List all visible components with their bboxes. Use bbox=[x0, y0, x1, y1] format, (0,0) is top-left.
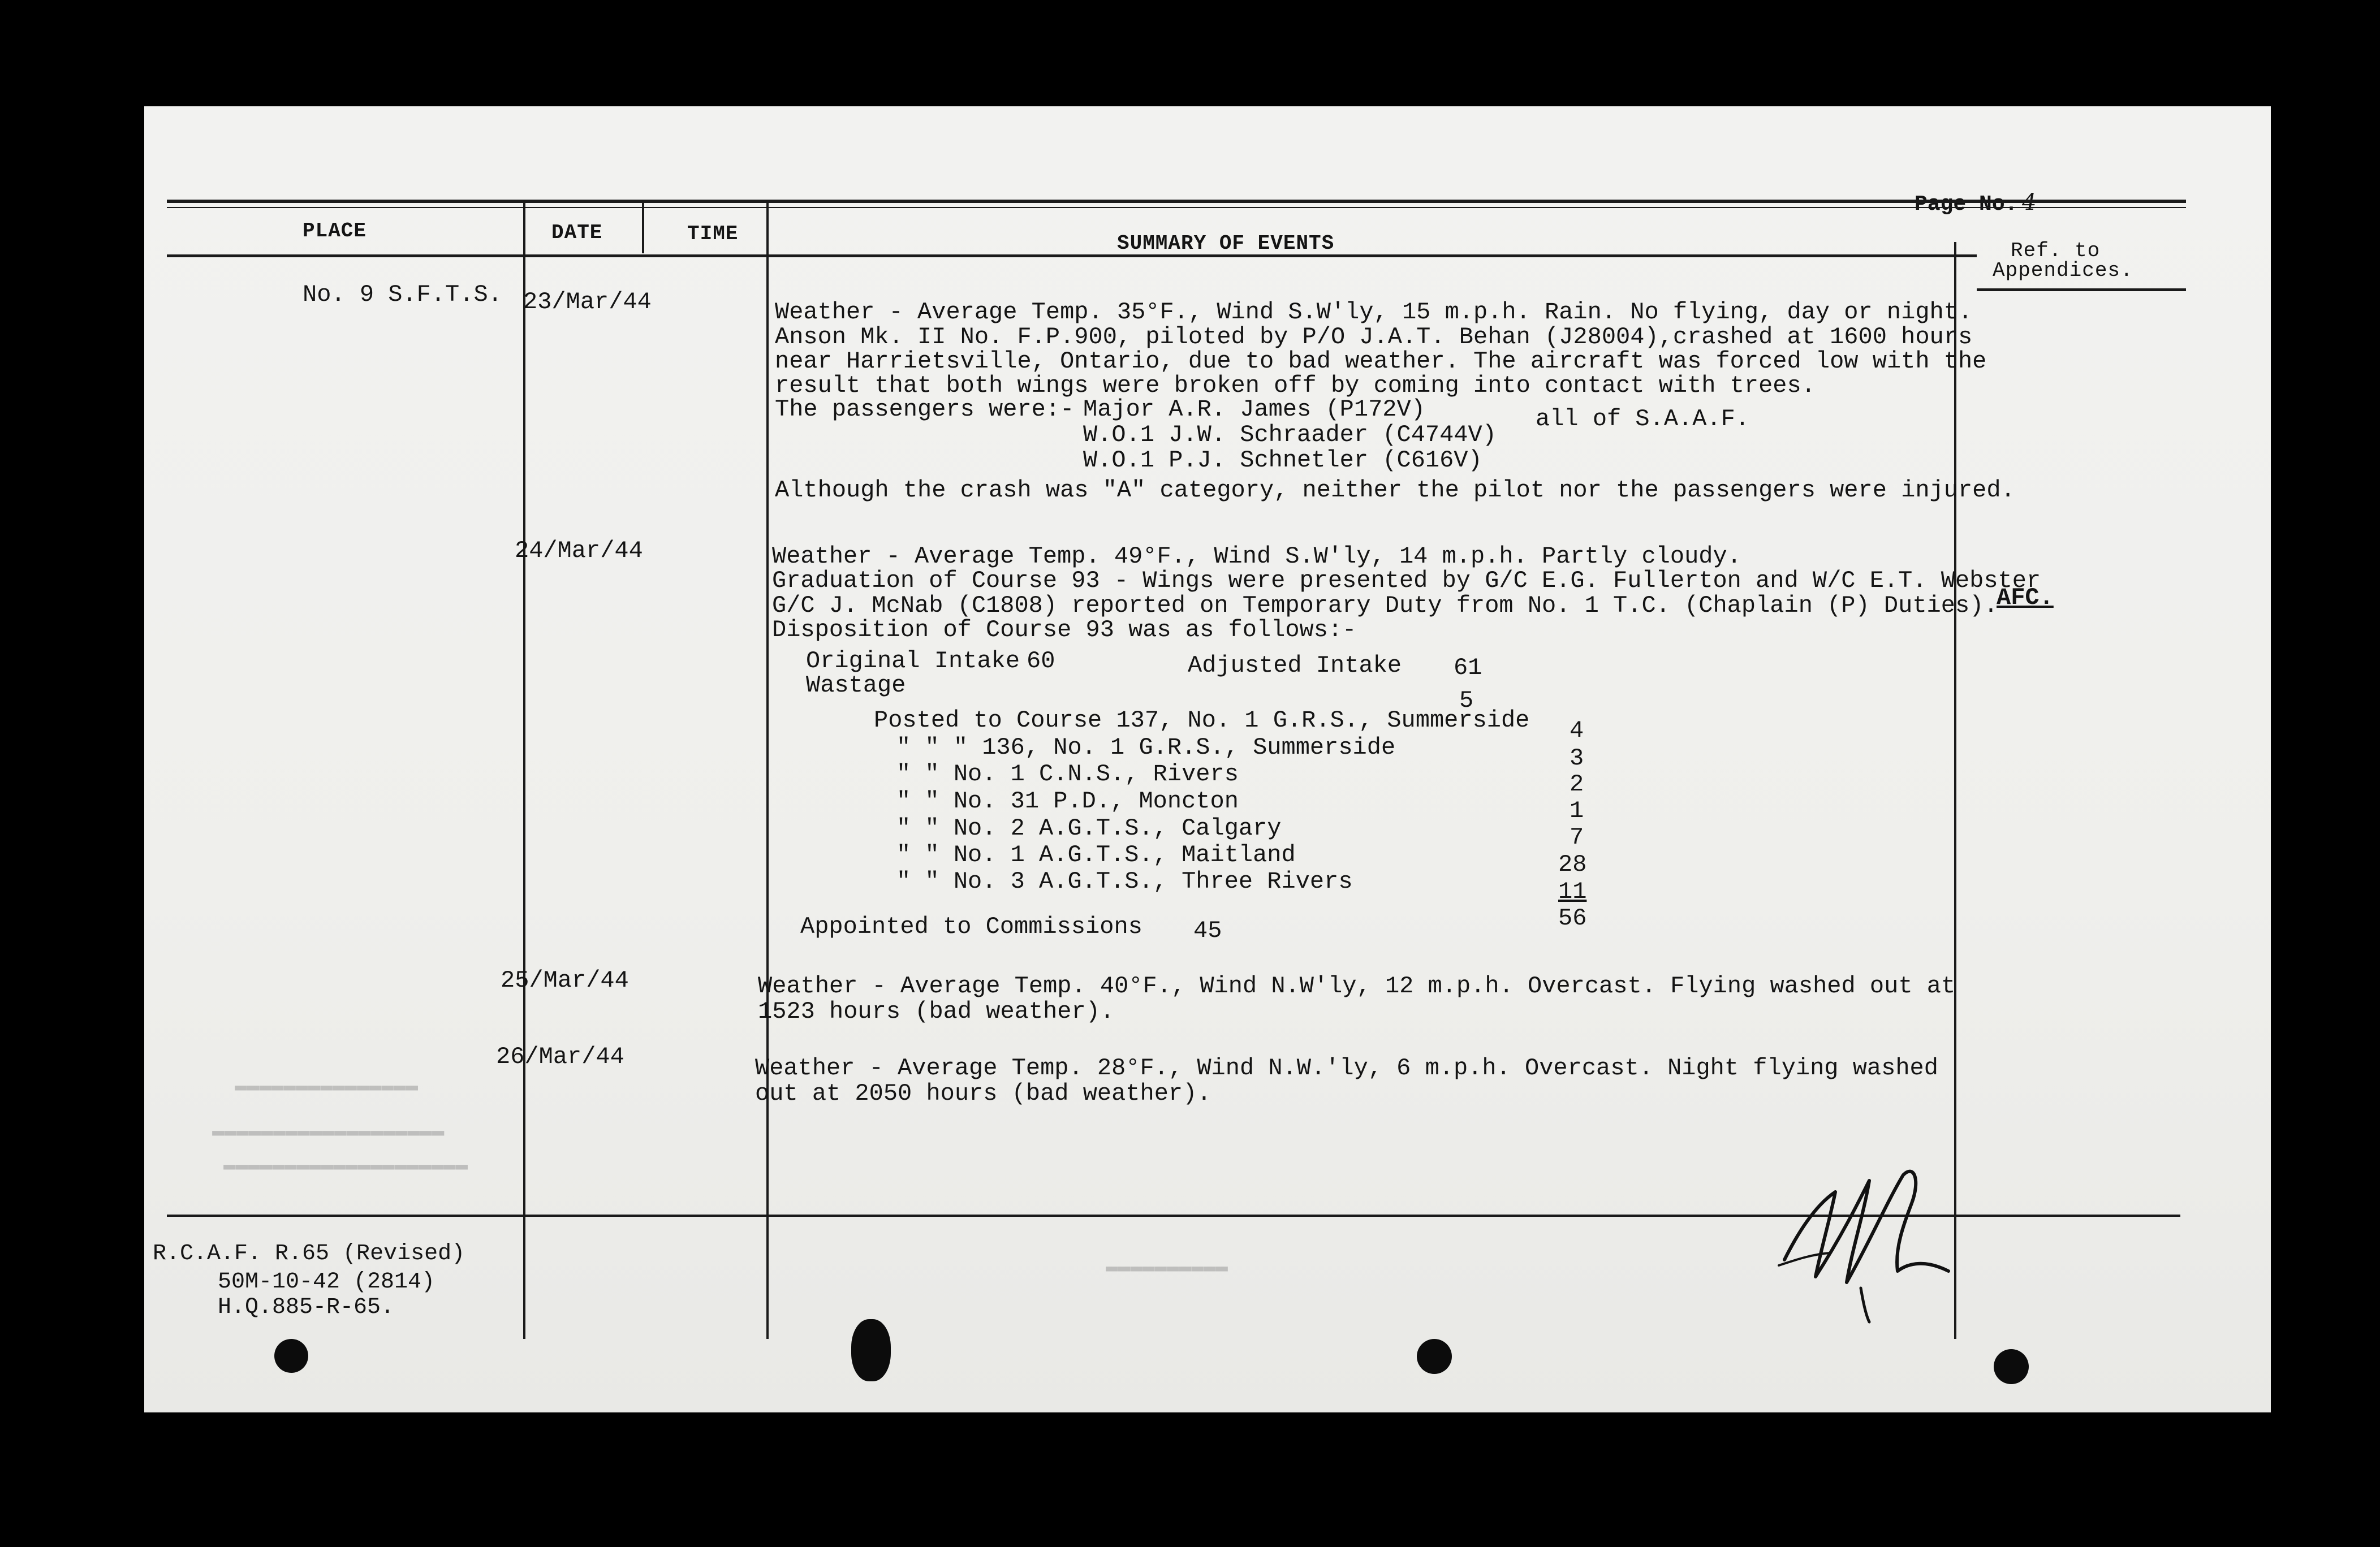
diary-page bbox=[144, 106, 2271, 1412]
header-place: PLACE bbox=[303, 219, 367, 243]
posting-3-count: 2 bbox=[1570, 771, 1584, 798]
wastage-label: Wastage bbox=[806, 672, 906, 699]
column-divider-time-summary bbox=[766, 202, 769, 1339]
appendix-ref-afc: AFC. bbox=[1997, 584, 2054, 611]
posting-7-count: 11 bbox=[1558, 878, 1587, 905]
bleed-through-3: ▬▬▬▬▬▬▬▬▬▬▬▬▬▬▬▬▬▬▬▬ bbox=[223, 1158, 468, 1181]
adjusted-intake-value: 61 bbox=[1454, 654, 1482, 681]
posting-5: " " No. 2 A.G.T.S., Calgary bbox=[896, 815, 1282, 842]
bleed-through-4: ▬▬▬▬▬▬▬▬▬▬ bbox=[1106, 1260, 1228, 1283]
punch-hole-1 bbox=[274, 1339, 308, 1373]
posting-6: " " No. 1 A.G.T.S., Maitland bbox=[896, 841, 1296, 868]
column-divider-date-time bbox=[642, 202, 644, 253]
punch-hole-2 bbox=[851, 1319, 891, 1381]
posting-6-count: 28 bbox=[1558, 851, 1587, 878]
appointed-value: 45 bbox=[1193, 917, 1222, 944]
header-ref-line1: Ref. to bbox=[2011, 239, 2101, 262]
page-number: 4 bbox=[2022, 189, 2037, 215]
posting-2-count: 3 bbox=[1570, 745, 1584, 772]
passenger-3: W.O.1 P.J. Schnetler (C616V) bbox=[1083, 447, 1482, 474]
entry-23-closing: Although the crash was "A" category, neither the pilot nor the passengers were injured. bbox=[775, 477, 2015, 504]
original-intake-value: 60 bbox=[1027, 647, 1055, 675]
entry-25-line-1: Weather - Average Temp. 40°F., Wind N.W'ly, 12 m.p.h. Overcast. Flying washed out at bbox=[758, 973, 1956, 1000]
entry-23-line-2: Anson Mk. II No. F.P.900, piloted by P/O J.A.T. Behan (J28004),crashed at 1600 hours bbox=[775, 323, 1973, 351]
entry-25-line-2: 1523 hours (bad weather). bbox=[758, 998, 1115, 1025]
form-hq-reference: H.Q.885-R-65. bbox=[218, 1295, 395, 1320]
header-date: DATE bbox=[551, 221, 603, 244]
posting-5-count: 7 bbox=[1570, 824, 1584, 851]
passengers-note: all of S.A.A.F. bbox=[1536, 405, 1750, 433]
table-top-rule bbox=[167, 200, 2186, 203]
form-stock: 50M-10-42 (2814) bbox=[218, 1269, 436, 1295]
date-24-mar: 24/Mar/44 bbox=[515, 537, 643, 564]
punch-hole-4 bbox=[1994, 1349, 2029, 1384]
posting-1: Posted to Course 137, No. 1 G.R.S., Summerside bbox=[874, 707, 1530, 734]
passenger-1: Major A.R. James (P172V) bbox=[1083, 396, 1425, 423]
bleed-through-1: ▬▬▬▬▬▬▬▬▬▬▬▬▬▬▬ bbox=[235, 1079, 419, 1102]
ref-header-bottom-rule bbox=[1977, 288, 2186, 291]
form-number: R.C.A.F. R.65 (Revised) bbox=[153, 1241, 465, 1267]
wastage-value: 5 bbox=[1459, 687, 1474, 714]
entry-23-line-4: result that both wings were broken off by coming into contact with trees. bbox=[775, 372, 1816, 399]
entry-23-line-1: Weather - Average Temp. 35°F., Wind S.W'ly, 15 m.p.h. Rain. No flying, day or night. bbox=[775, 299, 1973, 326]
header-time: TIME bbox=[687, 222, 739, 245]
entry-24-line-2: Graduation of Course 93 - Wings were presented by G/C E.G. Fullerton and W/C E.T. Webster bbox=[772, 567, 2041, 594]
table-top-rule-inner bbox=[167, 207, 2186, 208]
posting-2: " " " 136, No. 1 G.R.S., Summerside bbox=[896, 734, 1396, 761]
posting-4-count: 1 bbox=[1570, 797, 1584, 824]
place-unit: No. 9 S.F.T.S. bbox=[303, 281, 502, 308]
entry-23-line-3: near Harrietsville, Ontario, due to bad weather. The aircraft was forced low with the bbox=[775, 348, 1987, 375]
original-intake-label: Original Intake bbox=[806, 647, 1020, 675]
posting-1-count: 4 bbox=[1570, 717, 1584, 744]
posting-3: " " No. 1 C.N.S., Rivers bbox=[896, 760, 1239, 788]
adjusted-intake-label: Adjusted Intake bbox=[1188, 652, 1402, 679]
entry-24-line-4: Disposition of Course 93 was as follows:- bbox=[772, 616, 1357, 643]
entry-24-line-3: G/C J. McNab (C1808) reported on Temporary Duty from No. 1 T.C. (Chaplain (P) Duties). bbox=[772, 592, 1998, 619]
bleed-through-2: ▬▬▬▬▬▬▬▬▬▬▬▬▬▬▬▬▬▬▬ bbox=[212, 1124, 445, 1147]
date-26-mar: 26/Mar/44 bbox=[496, 1043, 624, 1070]
header-bottom-rule bbox=[167, 254, 1977, 257]
passenger-2: W.O.1 J.W. Schraader (C4744V) bbox=[1083, 421, 1497, 448]
entry-26-line-1: Weather - Average Temp. 28°F., Wind N.W.'ly, 6 m.p.h. Overcast. Night flying washed bbox=[755, 1055, 1938, 1082]
passengers-label: The passengers were:- bbox=[775, 396, 1075, 423]
punch-hole-3 bbox=[1417, 1339, 1452, 1374]
header-summary: SUMMARY OF EVENTS bbox=[1117, 232, 1335, 255]
date-23-mar: 23/Mar/44 bbox=[523, 288, 652, 316]
postings-total: 56 bbox=[1558, 905, 1587, 932]
date-25-mar: 25/Mar/44 bbox=[501, 967, 629, 994]
handwritten-signature bbox=[1762, 1141, 1971, 1333]
header-ref-line2: Appendices. bbox=[1993, 259, 2133, 282]
entry-24-line-1: Weather - Average Temp. 49°F., Wind S.W'ly, 14 m.p.h. Partly cloudy. bbox=[772, 543, 1741, 570]
posting-4: " " No. 31 P.D., Moncton bbox=[896, 788, 1239, 815]
entry-26-line-2: out at 2050 hours (bad weather). bbox=[755, 1080, 1211, 1107]
appointed-label: Appointed to Commissions bbox=[800, 913, 1142, 940]
posting-7: " " No. 3 A.G.T.S., Three Rivers bbox=[896, 868, 1353, 895]
page-number-label: Page No. bbox=[1915, 192, 2018, 217]
column-divider-place-date bbox=[523, 202, 525, 1339]
